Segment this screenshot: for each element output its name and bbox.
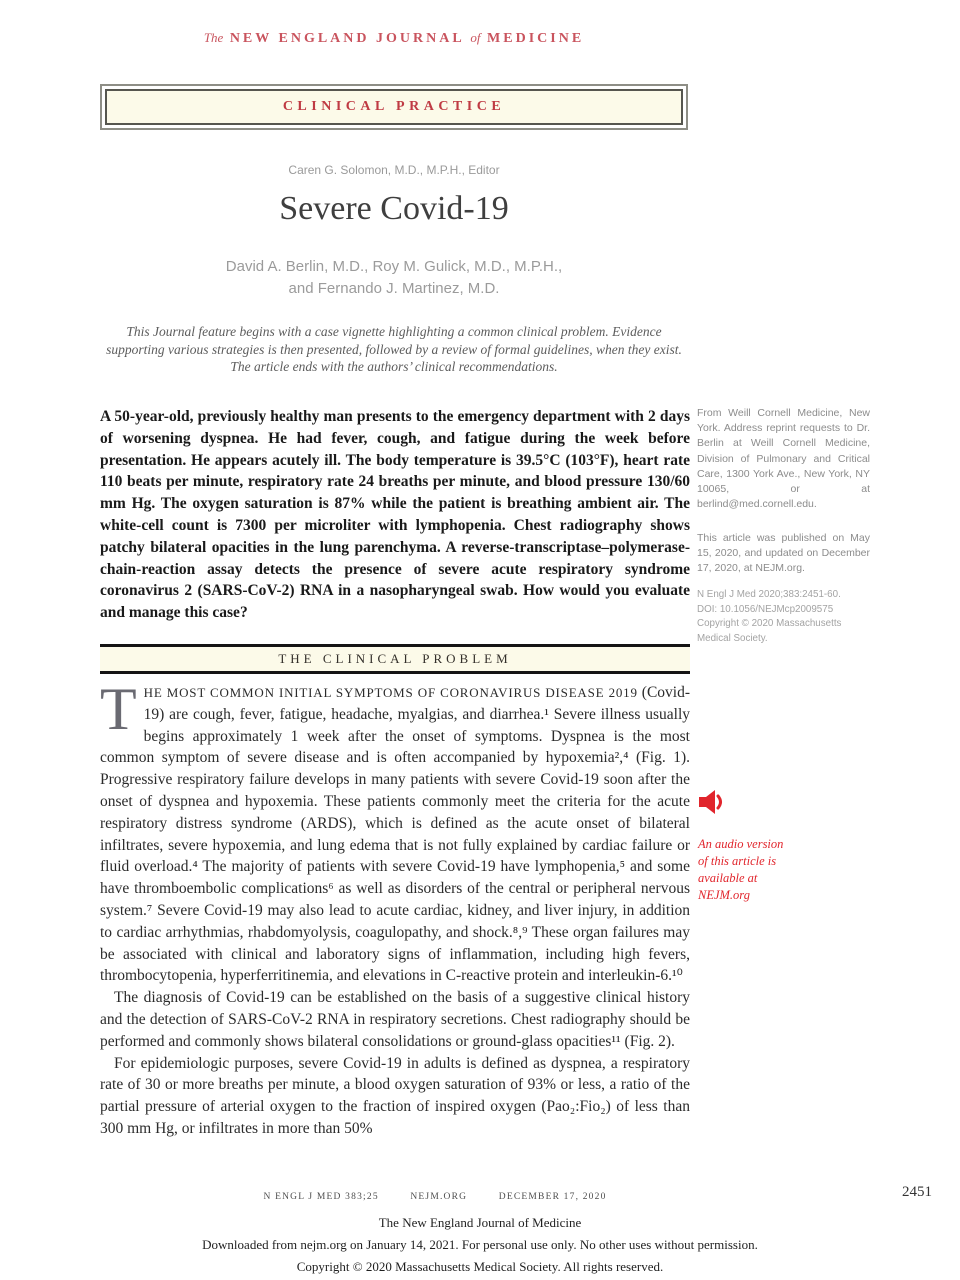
article-body (100, 676, 690, 1140)
download-notice (0, 1212, 960, 1278)
journal-masthead (100, 30, 688, 47)
footer-date: DECEMBER 17, 2020 (498, 1192, 607, 1202)
body-paragraph-1 (100, 676, 690, 987)
case-vignette: A 50-year-old, previously healthy man presents to the emergency department with 2 days of worsening dyspnea. He had fever, cough, and fatigue during the week before presentation. He appears acutely ill. The body temperature is 39.5°C (103°F), heart rate 110 beats per minute, respiratory rate 24 breaths per minute, and blood pressure 130/60 mm Hg. The oxygen saturation is 87% while the patient is breathing ambient air. The white-cell count is 7300 per microliter with lymphopenia. Chest radiography shows patchy bilateral opacities in the lung parenchyma. A reverse-transcriptase–polymerase-chain-reaction assay detects the presence of severe acute respiratory syndrome coronavirus 2 (SARS-CoV-2) RNA in a nasopharyngeal swab. How would you evaluate and manage this case? (100, 408, 690, 622)
section-banner-frame (100, 84, 688, 130)
author-line: David A. Berlin, M.D., Roy M. Gulick, M.D., M.P.H., (225, 258, 563, 275)
section-banner-label: CLINICAL PRACTICE (282, 99, 506, 114)
masthead-the: The (203, 30, 224, 45)
audio-note-line: available at (698, 871, 758, 885)
body-paragraph-3: For epidemiologic purposes, severe Covid-19 in adults is defined as dyspnea, a respiratory rate of 30 or more breaths per minute, a blood oxygen saturation of 93% or less, a ratio of the partial pressure of arterial oxygen to the fraction of inspired oxygen (Pao₂:Fio₂) of less than 300 mm Hg, or infiltrates in more than 50% (100, 1054, 690, 1137)
footer-site: NEJM.ORG (410, 1192, 468, 1202)
citation-block (697, 588, 870, 646)
citation-line: N Engl J Med 2020;383:2451-60. (697, 589, 841, 600)
section-heading: THE CLINICAL PROBLEM (278, 651, 512, 666)
download-notice-line: Downloaded from nejm.org on January 14, 2021. For personal use only. No other uses without permission. (202, 1237, 758, 1252)
article-title: Severe Covid-19 (279, 190, 509, 227)
affiliation-note: From Weill Cornell Medicine, New York. Address reprint requests to Dr. Berlin at Weill Cornell Medicine, Division of Pulmonary and Critical Care, 1300 York Ave., New York, NY 10065, or at berlind@med.cornell.edu. (697, 407, 870, 511)
lead-small-caps: HE MOST COMMON INITIAL SYMPTOMS OF CORONAVIRUS DISEASE 2019 (143, 685, 638, 700)
paragraph-text: (Covid-19) are cough, fever, fatigue, headache, myalgias, and diarrhea.¹ Severe illness usually begins approximately 1 week after the onset of symptoms. Dyspnea is the most common symptom of severe disease and is often accompanied by hypoxemia²,⁴ (Fig. 1). Progressive respiratory failure develops in many patients with severe Covid-19 soon after the onset of dyspnea and hypoxemia. These patients commonly meet the criteria for the acute respiratory distress syndrome (ARDS), which is defined as the acute onset of bilateral infiltrates, severe hypoxemia, and lung edema that is not fully explained by cardiac failure or fluid overload.⁴ The majority of patients with severe Covid-19 have lymphopenia,⁵ and some have thromboembolic complications⁶ as well as disorders of the central or peripheral nervous system.⁷ Severe Covid-19 may also lead to acute cardiac, kidney, and liver injury, in addition to cardiac arrhythmias, rhabdomyolysis, coagulopathy, and shock.⁸,⁹ These organ failures may be associated with clinical and laboratory signs of inflammation, including high fevers, thrombocytopenia, hyperferritinemia, and elevations in C-reactive protein and interleukin-6.¹⁰ (100, 684, 690, 985)
masthead-of: of (470, 30, 481, 45)
feature-description-line: The article ends with the authors’ clinical recommendations. (230, 359, 558, 374)
download-notice-line: Copyright © 2020 Massachusetts Medical Society. All rights reserved. (296, 1259, 664, 1274)
author-list (100, 256, 688, 300)
publication-note: This article was published on May 15, 2020, and updated on December 17, 2020, at NEJM.org. (697, 532, 870, 575)
audio-note-line: of this article is (698, 854, 777, 868)
audio-note-line: An audio version (698, 837, 784, 851)
feature-description (80, 323, 708, 376)
audio-speaker-icon[interactable] (698, 789, 728, 815)
running-footer (100, 1192, 770, 1202)
feature-description-line: This Journal feature begins with a case vignette highlighting a common clinical problem. Evidence (126, 324, 662, 339)
audio-availability-note[interactable] (698, 836, 818, 904)
footer-journal-ref: N ENGL J MED 383;25 (263, 1192, 379, 1202)
drop-cap: T (100, 676, 137, 742)
editor-byline: Caren G. Solomon, M.D., M.P.H., Editor (288, 163, 500, 177)
doi-line: DOI: 10.1056/NEJMcp2009575 (697, 603, 834, 615)
audio-note-line: NEJM.org (698, 888, 750, 902)
section-banner (105, 89, 683, 125)
masthead-part2: MEDICINE (487, 31, 585, 46)
copyright-line: Copyright © 2020 Massachusetts Medical Society. (697, 618, 842, 644)
body-paragraph-2: The diagnosis of Covid-19 can be established on the basis of a suggestive clinical history and the detection of SARS-CoV-2 RNA in respiratory secretions. Chest radiography should be performed and commonly shows bilateral consolidations or ground-glass opacities¹¹ (Fig. 2). (100, 989, 690, 1050)
page-number: 2451 (902, 1184, 932, 1200)
download-notice-line: The New England Journal of Medicine (378, 1215, 582, 1230)
masthead-part1: NEW ENGLAND JOURNAL (229, 31, 464, 46)
author-line: and Fernando J. Martinez, M.D. (288, 280, 500, 297)
feature-description-line: supporting various strategies is then presented, followed by a review of formal guidelines, when they exist. (106, 341, 682, 357)
section-heading-band (100, 644, 690, 674)
